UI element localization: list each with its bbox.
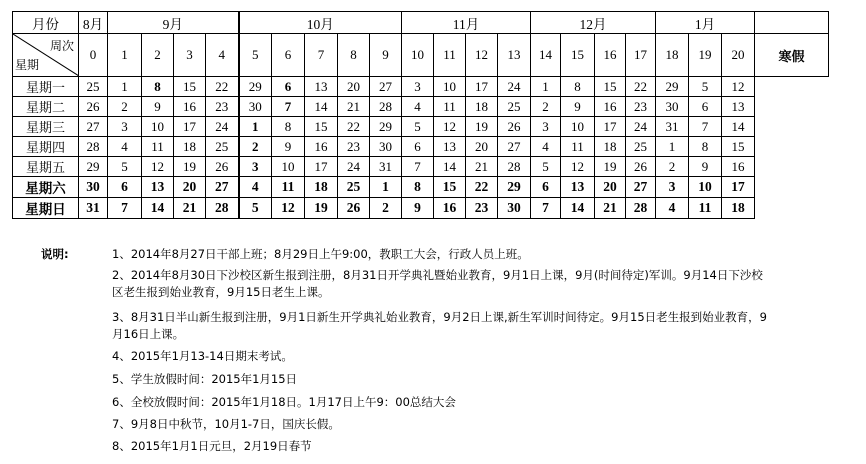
date-cell: 5 bbox=[239, 198, 272, 219]
date-cell: 16 bbox=[722, 157, 755, 177]
date-cell: 13 bbox=[722, 97, 755, 117]
date-cell: 17 bbox=[305, 157, 338, 177]
weekday-label: 星期日 bbox=[13, 198, 79, 219]
date-cell: 12 bbox=[272, 198, 305, 219]
date-cell: 22 bbox=[338, 117, 370, 137]
winter-break-cell: 寒假 bbox=[755, 34, 829, 77]
date-cell: 27 bbox=[79, 117, 108, 137]
date-cell: 22 bbox=[626, 77, 656, 97]
week-number: 19 bbox=[689, 34, 722, 77]
date-cell: 22 bbox=[466, 177, 498, 198]
month-dec: 12月 bbox=[531, 12, 656, 34]
date-cell: 28 bbox=[79, 137, 108, 157]
date-cell: 3 bbox=[402, 77, 434, 97]
date-cell: 13 bbox=[142, 177, 174, 198]
date-cell: 23 bbox=[338, 137, 370, 157]
week-header-row bbox=[13, 34, 829, 77]
date-cell: 15 bbox=[722, 137, 755, 157]
day-row bbox=[13, 77, 829, 97]
month-header-row bbox=[13, 12, 829, 34]
note-item: 1、2014年8月27日干部上班；8月29日上午9:00，教职工大会，行政人员上班。 bbox=[112, 247, 529, 261]
date-cell: 20 bbox=[338, 77, 370, 97]
date-cell: 28 bbox=[370, 97, 402, 117]
month-oct: 10月 bbox=[239, 12, 402, 34]
date-cell: 22 bbox=[206, 77, 239, 97]
date-cell: 2 bbox=[531, 97, 561, 117]
date-cell: 31 bbox=[370, 157, 402, 177]
date-cell: 21 bbox=[595, 198, 626, 219]
week-number: 15 bbox=[561, 34, 595, 77]
week-number: 7 bbox=[305, 34, 338, 77]
date-cell: 14 bbox=[561, 198, 595, 219]
date-cell: 31 bbox=[79, 198, 108, 219]
date-cell: 29 bbox=[239, 77, 272, 97]
date-cell: 3 bbox=[239, 157, 272, 177]
weekday-label: 星期二 bbox=[13, 97, 79, 117]
date-cell: 10 bbox=[272, 157, 305, 177]
date-cell: 9 bbox=[689, 157, 722, 177]
week-number: 17 bbox=[626, 34, 656, 77]
date-cell: 13 bbox=[434, 137, 466, 157]
date-cell: 16 bbox=[174, 97, 206, 117]
date-cell: 15 bbox=[595, 77, 626, 97]
date-cell: 26 bbox=[79, 97, 108, 117]
date-cell: 25 bbox=[498, 97, 531, 117]
date-cell: 12 bbox=[722, 77, 755, 97]
date-cell: 6 bbox=[531, 177, 561, 198]
corner-header bbox=[13, 34, 79, 77]
date-cell: 5 bbox=[108, 157, 142, 177]
date-cell: 24 bbox=[498, 77, 531, 97]
date-cell: 9 bbox=[561, 97, 595, 117]
week-number: 4 bbox=[206, 34, 239, 77]
date-cell: 4 bbox=[108, 137, 142, 157]
date-cell: 7 bbox=[531, 198, 561, 219]
date-cell: 28 bbox=[498, 157, 531, 177]
day-row bbox=[13, 157, 829, 177]
date-cell: 9 bbox=[272, 137, 305, 157]
date-cell: 2 bbox=[108, 97, 142, 117]
date-cell: 15 bbox=[305, 117, 338, 137]
day-row bbox=[13, 177, 829, 198]
date-cell: 18 bbox=[595, 137, 626, 157]
weekday-label: 星期一 bbox=[13, 77, 79, 97]
date-cell: 3 bbox=[531, 117, 561, 137]
date-cell: 26 bbox=[338, 198, 370, 219]
date-cell: 7 bbox=[272, 97, 305, 117]
date-cell: 1 bbox=[108, 77, 142, 97]
date-cell: 20 bbox=[595, 177, 626, 198]
week-number: 9 bbox=[370, 34, 402, 77]
date-cell: 7 bbox=[402, 157, 434, 177]
date-cell: 27 bbox=[370, 77, 402, 97]
date-cell: 30 bbox=[498, 198, 531, 219]
week-number: 16 bbox=[595, 34, 626, 77]
day-row bbox=[13, 117, 829, 137]
date-cell: 16 bbox=[434, 198, 466, 219]
date-cell: 16 bbox=[305, 137, 338, 157]
date-cell: 23 bbox=[206, 97, 239, 117]
date-cell: 17 bbox=[595, 117, 626, 137]
day-row bbox=[13, 97, 829, 117]
date-cell: 6 bbox=[689, 97, 722, 117]
date-cell: 10 bbox=[142, 117, 174, 137]
date-cell: 4 bbox=[656, 198, 689, 219]
date-cell: 21 bbox=[174, 198, 206, 219]
date-cell: 11 bbox=[689, 198, 722, 219]
date-cell: 29 bbox=[79, 157, 108, 177]
date-cell: 11 bbox=[272, 177, 305, 198]
day-row bbox=[13, 198, 829, 219]
date-cell: 28 bbox=[626, 198, 656, 219]
date-cell: 14 bbox=[434, 157, 466, 177]
week-number: 3 bbox=[174, 34, 206, 77]
weekday-label: 星期四 bbox=[13, 137, 79, 157]
date-cell: 25 bbox=[626, 137, 656, 157]
date-cell: 2 bbox=[239, 137, 272, 157]
date-cell: 29 bbox=[656, 77, 689, 97]
date-cell: 28 bbox=[206, 198, 239, 219]
date-cell: 23 bbox=[466, 198, 498, 219]
date-cell: 2 bbox=[656, 157, 689, 177]
date-cell: 13 bbox=[305, 77, 338, 97]
date-cell: 7 bbox=[108, 198, 142, 219]
day-row bbox=[13, 137, 829, 157]
month-aug: 8月 bbox=[79, 12, 108, 34]
date-cell: 26 bbox=[498, 117, 531, 137]
date-cell: 17 bbox=[466, 77, 498, 97]
week-number: 6 bbox=[272, 34, 305, 77]
date-cell: 18 bbox=[466, 97, 498, 117]
date-cell: 19 bbox=[174, 157, 206, 177]
date-cell: 18 bbox=[305, 177, 338, 198]
date-cell: 19 bbox=[305, 198, 338, 219]
date-cell: 25 bbox=[338, 177, 370, 198]
weekday-label: 星期三 bbox=[13, 117, 79, 137]
date-cell: 8 bbox=[561, 77, 595, 97]
date-cell: 6 bbox=[108, 177, 142, 198]
date-cell: 6 bbox=[272, 77, 305, 97]
month-label: 月份 bbox=[13, 12, 79, 34]
date-cell: 21 bbox=[338, 97, 370, 117]
date-cell: 21 bbox=[466, 157, 498, 177]
school-calendar-table bbox=[12, 11, 829, 219]
date-cell: 13 bbox=[561, 177, 595, 198]
date-cell: 8 bbox=[272, 117, 305, 137]
week-number: 12 bbox=[466, 34, 498, 77]
date-cell: 1 bbox=[531, 77, 561, 97]
date-cell: 2 bbox=[370, 198, 402, 219]
date-cell: 26 bbox=[626, 157, 656, 177]
date-cell: 4 bbox=[239, 177, 272, 198]
month-blank bbox=[755, 12, 829, 34]
date-cell: 10 bbox=[689, 177, 722, 198]
date-cell: 4 bbox=[402, 97, 434, 117]
date-cell: 12 bbox=[142, 157, 174, 177]
corner-week-label: 周次 bbox=[49, 39, 74, 53]
date-cell: 20 bbox=[466, 137, 498, 157]
date-cell: 5 bbox=[402, 117, 434, 137]
date-cell: 1 bbox=[239, 117, 272, 137]
date-cell: 9 bbox=[142, 97, 174, 117]
date-cell: 1 bbox=[656, 137, 689, 157]
date-cell: 24 bbox=[206, 117, 239, 137]
date-cell: 5 bbox=[689, 77, 722, 97]
date-cell: 10 bbox=[434, 77, 466, 97]
week-number: 11 bbox=[434, 34, 466, 77]
date-cell: 27 bbox=[206, 177, 239, 198]
date-cell: 11 bbox=[434, 97, 466, 117]
week-number: 0 bbox=[79, 34, 108, 77]
date-cell: 18 bbox=[722, 198, 755, 219]
note-item: 3、8月31日半山新生报到注册，9月1日新生开学典礼始业教育，9月2日上课,新生军训时间待定。9月15日老生报到始业教育，9月16日上课。 bbox=[112, 310, 767, 341]
date-cell: 6 bbox=[402, 137, 434, 157]
date-cell: 24 bbox=[338, 157, 370, 177]
week-number: 13 bbox=[498, 34, 531, 77]
week-number: 20 bbox=[722, 34, 755, 77]
note-item: 8、2015年1月1日元旦，2月19日春节 bbox=[112, 439, 312, 453]
note-item: 4、2015年1月13-14日期末考试。 bbox=[112, 349, 293, 363]
corner-day-label: 星期 bbox=[15, 58, 40, 72]
date-cell: 18 bbox=[174, 137, 206, 157]
date-cell: 26 bbox=[206, 157, 239, 177]
date-cell: 7 bbox=[689, 117, 722, 137]
date-cell: 30 bbox=[239, 97, 272, 117]
note-item: 2、2014年8月30日下沙校区新生报到注册，8月31日开学典礼暨始业教育，9月1日上课，9月(时间待定)军训。9月14日下沙校区老生报到始业教育，9月15日老生上课。 bbox=[112, 268, 763, 299]
week-number: 1 bbox=[108, 34, 142, 77]
date-cell: 4 bbox=[531, 137, 561, 157]
week-number: 8 bbox=[338, 34, 370, 77]
date-cell: 31 bbox=[656, 117, 689, 137]
date-cell: 15 bbox=[434, 177, 466, 198]
note-item: 6、全校放假时间：2015年1月18日。1月17日上午9：00总结大会 bbox=[112, 395, 456, 409]
date-cell: 19 bbox=[466, 117, 498, 137]
notes-title: 说明: bbox=[41, 247, 69, 261]
date-cell: 15 bbox=[174, 77, 206, 97]
date-cell: 11 bbox=[142, 137, 174, 157]
date-cell: 1 bbox=[370, 177, 402, 198]
week-number: 18 bbox=[656, 34, 689, 77]
date-cell: 19 bbox=[595, 157, 626, 177]
date-cell: 17 bbox=[174, 117, 206, 137]
date-cell: 10 bbox=[561, 117, 595, 137]
weekday-label: 星期五 bbox=[13, 157, 79, 177]
date-cell: 27 bbox=[498, 137, 531, 157]
date-cell: 16 bbox=[595, 97, 626, 117]
date-cell: 12 bbox=[561, 157, 595, 177]
date-cell: 14 bbox=[305, 97, 338, 117]
week-number: 10 bbox=[402, 34, 434, 77]
date-cell: 20 bbox=[174, 177, 206, 198]
date-cell: 8 bbox=[142, 77, 174, 97]
date-cell: 23 bbox=[626, 97, 656, 117]
week-number: 5 bbox=[239, 34, 272, 77]
weekday-label: 星期六 bbox=[13, 177, 79, 198]
date-cell: 30 bbox=[656, 97, 689, 117]
date-cell: 12 bbox=[434, 117, 466, 137]
date-cell: 3 bbox=[656, 177, 689, 198]
week-number: 14 bbox=[531, 34, 561, 77]
month-nov: 11月 bbox=[402, 12, 531, 34]
date-cell: 25 bbox=[79, 77, 108, 97]
date-cell: 8 bbox=[402, 177, 434, 198]
date-cell: 24 bbox=[626, 117, 656, 137]
month-jan: 1月 bbox=[656, 12, 755, 34]
date-cell: 30 bbox=[370, 137, 402, 157]
date-cell: 11 bbox=[561, 137, 595, 157]
date-cell: 29 bbox=[370, 117, 402, 137]
note-item: 5、学生放假时间：2015年1月15日 bbox=[112, 372, 298, 386]
month-sep: 9月 bbox=[108, 12, 239, 34]
week-number: 2 bbox=[142, 34, 174, 77]
date-cell: 27 bbox=[626, 177, 656, 198]
date-cell: 5 bbox=[531, 157, 561, 177]
date-cell: 8 bbox=[689, 137, 722, 157]
note-item: 7、9月8日中秋节，10月1-7日，国庆长假。 bbox=[112, 417, 340, 431]
date-cell: 29 bbox=[498, 177, 531, 198]
date-cell: 30 bbox=[79, 177, 108, 198]
date-cell: 17 bbox=[722, 177, 755, 198]
date-cell: 14 bbox=[142, 198, 174, 219]
date-cell: 14 bbox=[722, 117, 755, 137]
date-cell: 9 bbox=[402, 198, 434, 219]
date-cell: 3 bbox=[108, 117, 142, 137]
date-cell: 25 bbox=[206, 137, 239, 157]
